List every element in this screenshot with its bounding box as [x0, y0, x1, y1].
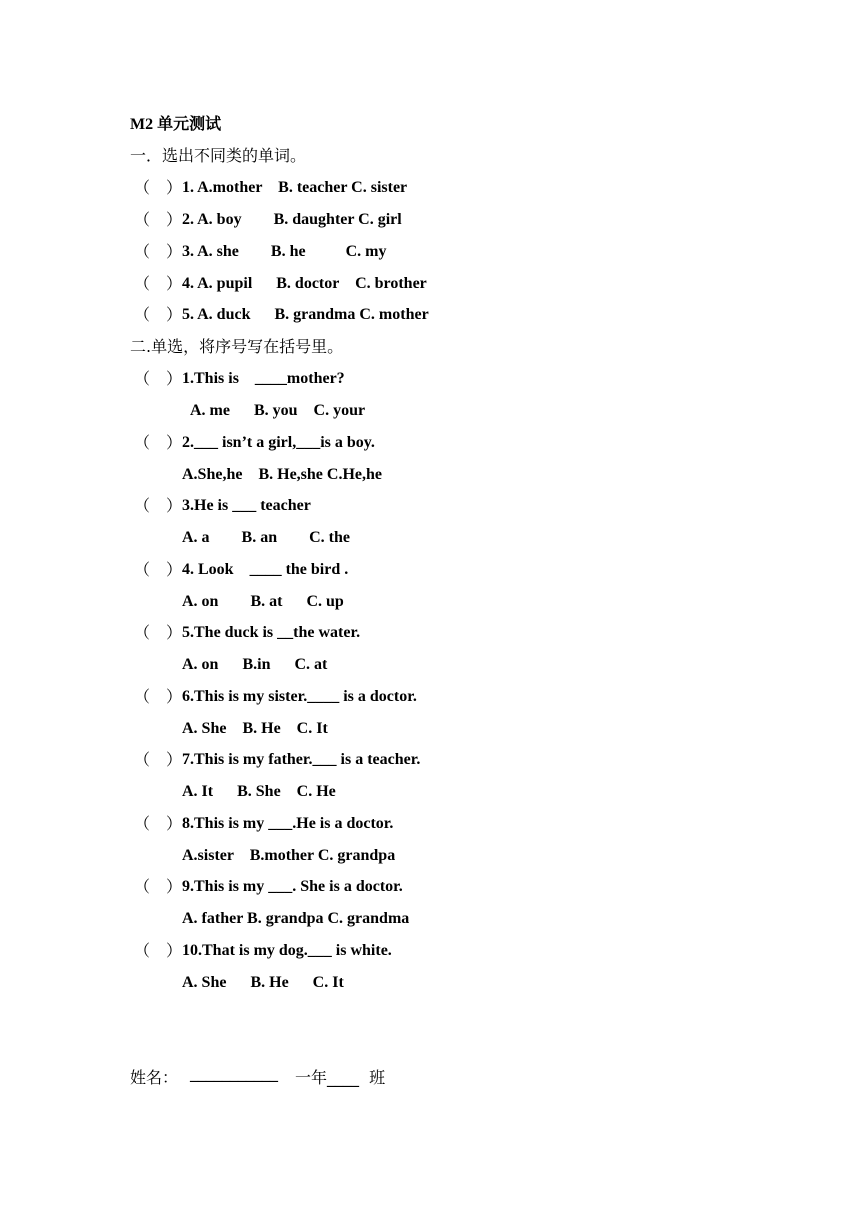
item-text: 4. A. pupil B. doctor C. brother: [182, 275, 427, 292]
grade-class-label: 一年____ 班: [295, 1068, 386, 1087]
question-options: A. She B. He C. It: [182, 720, 328, 737]
answer-paren: （ ）: [134, 623, 183, 642]
answer-paren: （ ）: [134, 433, 183, 452]
answer-paren: （ ）: [134, 750, 183, 769]
question-options: A. It B. She C. He: [182, 783, 336, 800]
answer-paren: （ ）: [134, 941, 183, 960]
name-label: 姓名：: [130, 1068, 179, 1087]
question-options: A. a B. an C. the: [182, 529, 351, 546]
question-options: A. father B. grandpa C. grandma: [182, 910, 410, 927]
item-text: 2. A. boy B. daughter C. girl: [182, 211, 402, 228]
question-options: A. me B. you C. your: [190, 402, 366, 419]
question-text: 10.That is my dog.___ is white.: [182, 942, 392, 959]
answer-paren: （ ）: [134, 242, 183, 261]
question-text: 3.He is ___ teacher: [182, 497, 311, 514]
answer-paren: （ ）: [134, 496, 183, 515]
answer-paren: （ ）: [134, 560, 183, 579]
question-text: 5.The duck is __the water.: [182, 624, 361, 641]
section-1-heading: 一．选出不同类的单词。: [130, 146, 307, 165]
question-text: 9.This is my ___. She is a doctor.: [182, 878, 403, 895]
question-options: A. on B.in C. at: [182, 656, 328, 673]
answer-paren: （ ）: [134, 814, 183, 833]
worksheet-title: M2 单元测试: [130, 116, 222, 133]
item-text: 5. A. duck B. grandma C. mother: [182, 306, 429, 323]
item-text: 3. A. she B. he C. my: [182, 243, 387, 260]
answer-paren: （ ）: [134, 178, 183, 197]
section-2-heading: 二.单选，将序号写在括号里。: [130, 337, 344, 356]
question-options: A.She,he B. He,she C.He,he: [182, 466, 382, 483]
question-text: 2.___ isn’t a girl,___is a boy.: [182, 434, 375, 451]
answer-paren: （ ）: [134, 369, 183, 388]
question-text: 6.This is my sister.____ is a doctor.: [182, 688, 417, 705]
answer-paren: （ ）: [134, 687, 183, 706]
answer-paren: （ ）: [134, 877, 183, 896]
question-text: 7.This is my father.___ is a teacher.: [182, 751, 421, 768]
question-options: A.sister B.mother C. grandpa: [182, 847, 396, 864]
item-text: 1. A.mother B. teacher C. sister: [182, 179, 408, 196]
answer-paren: （ ）: [134, 305, 183, 324]
question-options: A. on B. at C. up: [182, 593, 344, 610]
name-blank[interactable]: ___________: [190, 1067, 278, 1084]
question-text: 8.This is my ___.He is a doctor.: [182, 815, 394, 832]
question-text: 1.This is ____mother?: [182, 370, 345, 387]
answer-paren: （ ）: [134, 274, 183, 293]
answer-paren: （ ）: [134, 210, 183, 229]
question-options: A. She B. He C. It: [182, 974, 344, 991]
question-text: 4. Look ____ the bird .: [182, 561, 349, 578]
